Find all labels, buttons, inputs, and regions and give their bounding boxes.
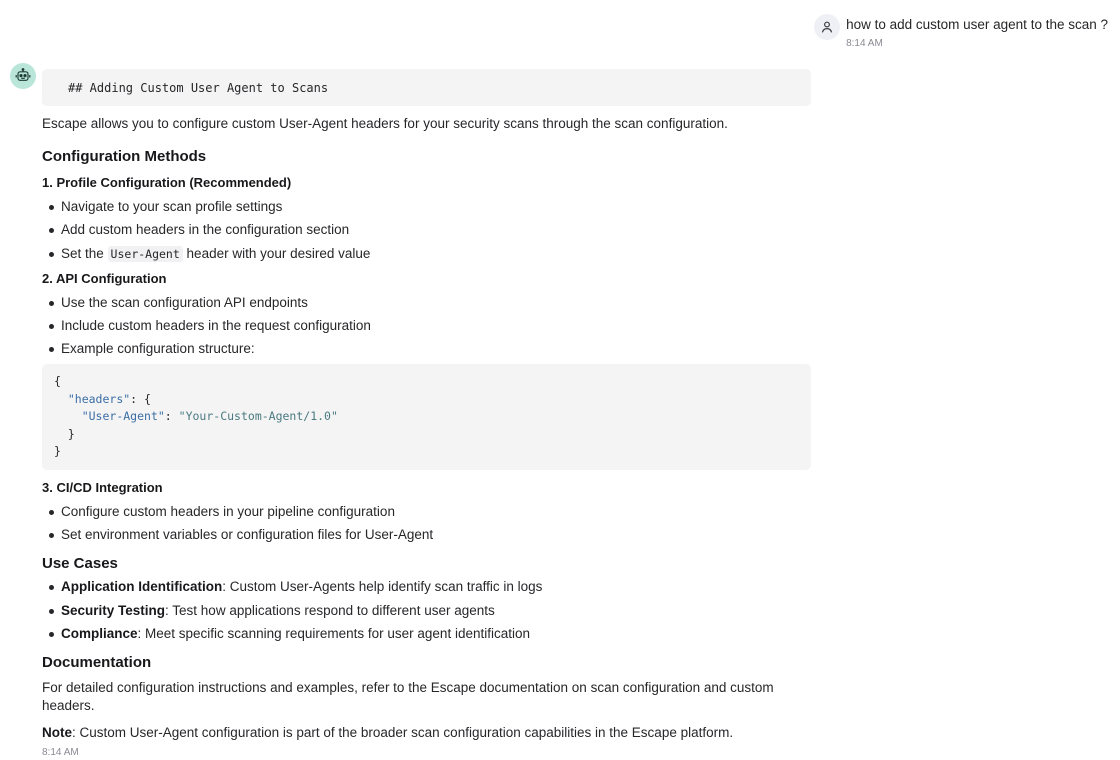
list-item: Add custom headers in the configuration section bbox=[42, 221, 811, 239]
list-item: Set environment variables or configuration files for User-Agent bbox=[42, 526, 811, 544]
code-key: "headers" bbox=[67, 391, 131, 406]
code-brace: } bbox=[67, 426, 75, 441]
code-punct: : bbox=[164, 409, 179, 424]
use-case-term: Security Testing bbox=[61, 602, 166, 618]
method2-list bbox=[42, 294, 811, 359]
list-item bbox=[42, 602, 811, 620]
intro-text: Escape allows you to configure custom User-Agent headers for your security scans through the scan configuration. bbox=[42, 116, 728, 131]
code-punct: : { bbox=[130, 391, 151, 406]
user-message-text: how to add custom user agent to the scan ? bbox=[846, 17, 1108, 32]
list-item bbox=[42, 245, 811, 263]
list-item bbox=[42, 578, 811, 596]
json-code-block bbox=[42, 364, 811, 470]
method1-heading: 1. Profile Configuration (Recommended) bbox=[42, 175, 292, 190]
method3-list bbox=[42, 503, 811, 544]
list-item: Use the scan configuration API endpoints bbox=[42, 294, 811, 312]
user-icon bbox=[820, 20, 834, 34]
code-string: "Your-Custom-Agent/1.0" bbox=[178, 409, 338, 424]
code-brace: } bbox=[54, 444, 61, 459]
list-item: Include custom headers in the request configuration bbox=[42, 317, 811, 335]
inline-code: User-Agent bbox=[108, 246, 183, 262]
robot-icon bbox=[15, 68, 31, 84]
code-brace: { bbox=[54, 374, 61, 389]
config-methods-heading: Configuration Methods bbox=[42, 148, 207, 165]
list-item-suffix: header with your desired value bbox=[182, 245, 371, 261]
list-item: Configure custom headers in your pipeline configuration bbox=[42, 503, 811, 521]
use-case-term: Application Identification bbox=[61, 579, 223, 595]
heading-code-block: ## Adding Custom User Agent to Scans bbox=[42, 69, 811, 106]
use-case-desc: : Custom User-Agents help identify scan traffic in logs bbox=[222, 579, 543, 595]
note-text bbox=[42, 724, 811, 742]
user-avatar bbox=[814, 14, 840, 40]
note-body: : Custom User-Agent configuration is part of the broader scan configuration capabilities in the Escape platform. bbox=[72, 725, 734, 741]
method2-heading: 2. API Configuration bbox=[42, 270, 167, 286]
code-key: "User-Agent" bbox=[81, 409, 165, 424]
use-cases-list bbox=[42, 578, 811, 643]
user-message-time: 8:14 AM bbox=[846, 38, 883, 49]
bot-avatar bbox=[10, 63, 36, 89]
note-label: Note bbox=[42, 725, 72, 741]
method1-list bbox=[42, 198, 811, 263]
bot-message-time: 8:14 AM bbox=[42, 747, 79, 759]
list-item: Navigate to your scan profile settings bbox=[42, 198, 811, 216]
documentation-heading: Documentation bbox=[42, 654, 152, 672]
documentation-text: For detailed configuration instructions and examples, refer to the Escape documentation on scan configuration and custom headers. bbox=[42, 680, 774, 714]
list-item-prefix: Set the bbox=[61, 245, 108, 261]
use-case-desc: : Test how applications respond to different user agents bbox=[165, 602, 495, 618]
user-message bbox=[814, 14, 1108, 49]
bot-message bbox=[42, 69, 811, 758]
use-case-desc: : Meet specific scanning requirements for user agent identification bbox=[137, 626, 530, 642]
list-item: Example configuration structure: bbox=[42, 340, 811, 358]
use-cases-heading: Use Cases bbox=[42, 555, 118, 573]
list-item bbox=[42, 625, 811, 643]
use-case-term: Compliance bbox=[61, 626, 138, 642]
method3-heading: 3. CI/CD Integration bbox=[42, 480, 163, 496]
